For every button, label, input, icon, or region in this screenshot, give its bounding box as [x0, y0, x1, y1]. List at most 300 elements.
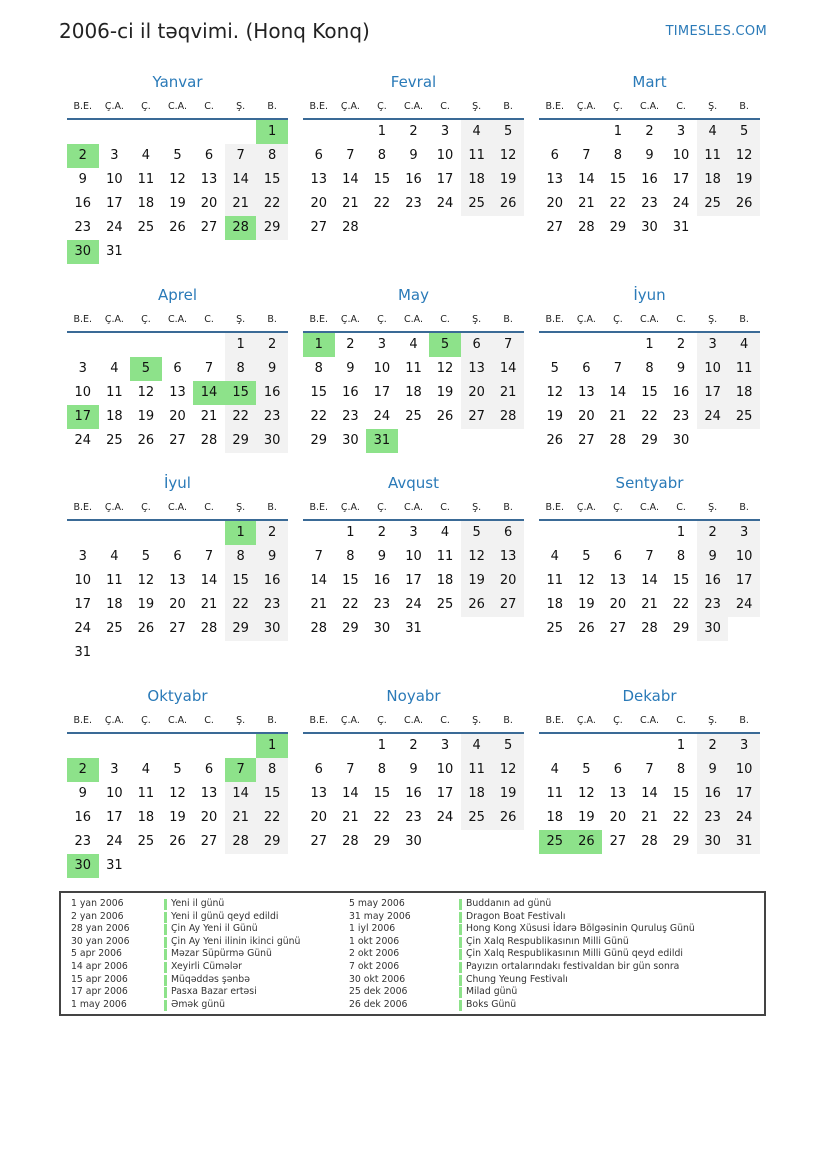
day-cell: 2 [377, 525, 387, 540]
weekday-label: B. [267, 100, 277, 112]
weekday-label: Ç.A. [104, 501, 124, 513]
legend-holiday-marker [164, 912, 167, 923]
month-10 [303, 684, 524, 854]
weekday-label: Ş. [708, 100, 718, 112]
empty-cell [335, 120, 367, 144]
day-cell: 20 [200, 196, 218, 211]
day-cell: 11 [546, 573, 564, 588]
weekday-label: C.A. [639, 501, 659, 513]
holiday-day: 2 [67, 144, 99, 168]
weekday-label: Ç.A. [576, 501, 596, 513]
weekday-label: C.A. [167, 501, 187, 513]
day-cell: 18 [106, 409, 123, 424]
day-cell: 6 [492, 521, 524, 545]
day-cell: 26 [169, 834, 186, 849]
day-cell: 24 [405, 597, 422, 612]
day-cell: 13 [492, 545, 524, 569]
day-cell: 10 [672, 148, 690, 163]
day-cell: 18 [137, 810, 155, 825]
day-cell: 23 [697, 806, 729, 830]
empty-cell [571, 734, 603, 758]
day-cell: 28 [342, 220, 359, 235]
day-cell: 5 [492, 120, 524, 144]
day-cell: 1 [613, 124, 623, 139]
day-cell: 10 [405, 549, 422, 564]
weekday-label: B.E. [309, 714, 329, 726]
day-cell: 18 [436, 573, 454, 588]
month-name: Sentyabr [615, 474, 684, 492]
empty-cell [225, 734, 257, 758]
day-grid [67, 734, 288, 878]
weekday-label: Ş. [236, 100, 246, 112]
empty-cell [634, 734, 666, 758]
day-cell: 28 [200, 621, 218, 636]
day-cell: 20 [492, 569, 524, 593]
empty-cell [571, 333, 603, 357]
day-cell: 12 [169, 172, 186, 187]
day-cell: 9 [645, 148, 654, 163]
weekday-label: C.A. [167, 100, 187, 112]
empty-cell [130, 333, 162, 357]
weekday-label: Ş. [236, 714, 246, 726]
day-cell: 16 [672, 385, 690, 400]
day-cell: 22 [310, 409, 328, 424]
day-cell: 22 [609, 196, 627, 211]
day-cell: 2 [256, 521, 288, 545]
legend-holiday-name: Milad günü [466, 986, 518, 998]
day-cell: 14 [225, 168, 257, 192]
legend-date: 17 apr 2006 [71, 986, 128, 998]
weekday-header [539, 307, 760, 333]
day-cell: 17 [728, 782, 760, 806]
day-cell: 30 [697, 617, 729, 641]
legend-holiday-marker [164, 962, 167, 973]
day-cell: 18 [546, 597, 564, 612]
day-cell: 1 [377, 738, 387, 753]
weekday-label: B.E. [73, 501, 93, 513]
month-11 [539, 684, 760, 854]
empty-cell [99, 120, 131, 144]
legend-holiday-marker [459, 975, 462, 986]
day-cell: 7 [346, 148, 355, 163]
day-cell: 20 [609, 810, 627, 825]
day-cell: 25 [436, 597, 454, 612]
weekday-label: Ç.A. [104, 313, 124, 325]
weekday-label: Ç. [613, 714, 623, 726]
day-cell: 27 [492, 593, 524, 617]
day-cell: 6 [314, 762, 323, 777]
day-cell: 8 [314, 361, 323, 376]
day-cell: 8 [256, 144, 288, 168]
month-name: İyul [164, 474, 191, 492]
weekday-label: Ç. [377, 100, 387, 112]
day-cell: 5 [728, 120, 760, 144]
day-cell: 27 [546, 220, 564, 235]
day-cell: 16 [256, 381, 288, 405]
day-cell: 25 [697, 192, 729, 216]
holiday-day: 30 [67, 854, 99, 878]
legend-holiday-marker [164, 924, 167, 935]
day-cell: 20 [200, 810, 218, 825]
legend-holiday-marker [164, 899, 167, 910]
day-cell: 18 [728, 381, 760, 405]
day-cell: 29 [609, 220, 627, 235]
weekday-label: Ş. [472, 501, 482, 513]
legend-holiday-name: Müqəddəs şənbə [171, 973, 250, 985]
day-cell: 1 [676, 525, 686, 540]
day-cell: 17 [436, 172, 454, 187]
empty-cell [539, 734, 571, 758]
day-cell: 23 [405, 196, 422, 211]
day-cell: 1 [377, 124, 387, 139]
day-cell: 26 [492, 806, 524, 830]
weekday-label: Ç. [613, 313, 623, 325]
day-cell: 3 [409, 525, 418, 540]
day-cell: 5 [173, 762, 182, 777]
month-name: Noyabr [386, 687, 441, 705]
day-cell: 19 [578, 810, 595, 825]
day-cell: 26 [578, 621, 595, 636]
weekday-label: C. [440, 501, 450, 513]
empty-cell [193, 120, 225, 144]
weekday-label: C. [676, 100, 686, 112]
empty-cell [67, 734, 99, 758]
empty-cell [303, 734, 335, 758]
weekday-label: Ç.A. [340, 100, 360, 112]
day-cell: 21 [342, 810, 359, 825]
day-cell: 9 [256, 357, 288, 381]
legend-holiday-marker [459, 899, 462, 910]
day-cell: 21 [609, 409, 627, 424]
weekday-label: C.A. [403, 501, 423, 513]
day-cell: 11 [697, 144, 729, 168]
day-grid [303, 734, 524, 854]
day-cell: 21 [200, 597, 218, 612]
legend-holiday-marker [459, 962, 462, 973]
empty-cell [99, 521, 131, 545]
day-cell: 30 [256, 429, 288, 453]
day-cell: 7 [613, 361, 623, 376]
legend-holiday-name: Payızın ortalarındakı festivaldan bir gün sonra [466, 960, 680, 972]
day-cell: 21 [492, 381, 524, 405]
weekday-label: Ş. [708, 714, 718, 726]
weekday-label: Ş. [472, 313, 482, 325]
day-cell: 22 [256, 806, 288, 830]
day-cell: 9 [697, 545, 729, 569]
legend-holiday-marker [459, 937, 462, 948]
day-grid [303, 333, 524, 453]
day-cell: 9 [346, 361, 355, 376]
day-cell: 21 [641, 810, 658, 825]
empty-cell [303, 120, 335, 144]
day-grid [539, 734, 760, 854]
day-cell: 18 [106, 597, 123, 612]
month-3 [67, 283, 288, 453]
weekday-label: C. [204, 313, 214, 325]
day-cell: 12 [137, 573, 155, 588]
day-cell: 30 [373, 621, 391, 636]
day-cell: 31 [106, 244, 123, 259]
day-cell: 8 [645, 361, 654, 376]
weekday-label: Ç. [141, 313, 151, 325]
day-cell: 6 [314, 148, 323, 163]
day-cell: 18 [137, 196, 155, 211]
day-cell: 20 [609, 597, 627, 612]
day-cell: 29 [225, 617, 257, 641]
day-cell: 1 [676, 738, 686, 753]
day-cell: 2 [645, 124, 654, 139]
weekday-label: Ç.A. [340, 313, 360, 325]
empty-cell [539, 120, 571, 144]
day-cell: 31 [672, 220, 690, 235]
day-cell: 23 [641, 196, 658, 211]
day-grid [539, 333, 760, 453]
day-cell: 3 [676, 124, 686, 139]
legend-holiday-marker [164, 1000, 167, 1011]
day-cell: 7 [346, 762, 355, 777]
day-cell: 27 [310, 834, 328, 849]
day-cell: 20 [310, 810, 328, 825]
day-cell: 29 [342, 621, 359, 636]
weekday-header [539, 94, 760, 120]
legend-row [61, 974, 764, 987]
legend-holiday-name: Çin Xalq Respublikasının Milli Günü qeyd edildi [466, 948, 683, 960]
legend-date: 1 iyl 2006 [349, 923, 396, 935]
day-cell: 29 [225, 429, 257, 453]
day-cell: 20 [169, 409, 186, 424]
day-cell: 27 [609, 834, 627, 849]
day-cell: 18 [697, 168, 729, 192]
brand-link[interactable]: TIMESLES.COM [665, 24, 767, 39]
day-cell: 22 [373, 196, 391, 211]
day-cell: 7 [314, 549, 323, 564]
weekday-label: C. [440, 313, 450, 325]
holiday-day: 2 [67, 758, 99, 782]
weekday-label: B.E. [545, 313, 565, 325]
legend-date: 2 okt 2006 [349, 948, 400, 960]
weekday-label: B. [739, 501, 749, 513]
day-cell: 21 [310, 597, 328, 612]
day-cell: 28 [641, 834, 658, 849]
weekday-label: Ş. [472, 100, 482, 112]
day-cell: 22 [672, 810, 690, 825]
day-cell: 15 [373, 172, 391, 187]
holiday-day: 17 [67, 405, 99, 429]
weekday-header [67, 495, 288, 521]
day-cell: 4 [697, 120, 729, 144]
day-cell: 8 [676, 549, 686, 564]
weekday-label: Ş. [708, 313, 718, 325]
weekday-header [539, 708, 760, 734]
day-cell: 24 [672, 196, 690, 211]
day-cell: 2 [697, 521, 729, 545]
day-cell: 13 [609, 786, 627, 801]
day-cell: 5 [461, 521, 493, 545]
day-cell: 18 [461, 782, 493, 806]
day-cell: 12 [461, 545, 493, 569]
day-cell: 15 [672, 573, 690, 588]
legend-holiday-marker [164, 949, 167, 960]
day-cell: 12 [492, 144, 524, 168]
day-cell: 25 [461, 806, 493, 830]
legend-holiday-name: Çin Ay Yeni il Günü [171, 923, 258, 935]
weekday-label: C.A. [639, 100, 659, 112]
day-cell: 13 [546, 172, 564, 187]
empty-cell [162, 521, 194, 545]
day-cell: 19 [461, 569, 493, 593]
day-cell: 4 [550, 762, 559, 777]
day-cell: 13 [609, 573, 627, 588]
weekday-label: C.A. [403, 313, 423, 325]
month-7 [303, 471, 524, 641]
day-cell: 17 [106, 810, 123, 825]
legend-row [61, 898, 764, 911]
weekday-label: Ş. [236, 501, 246, 513]
day-cell: 6 [173, 549, 182, 564]
empty-cell [193, 333, 225, 357]
month-9 [67, 684, 288, 878]
day-cell: 14 [310, 573, 328, 588]
empty-cell [571, 521, 603, 545]
day-cell: 3 [78, 361, 87, 376]
day-cell: 5 [582, 762, 591, 777]
day-cell: 24 [728, 593, 760, 617]
day-cell: 25 [461, 192, 493, 216]
weekday-label: C. [204, 100, 214, 112]
day-cell: 28 [492, 405, 524, 429]
day-cell: 11 [405, 361, 422, 376]
legend-date: 1 yan 2006 [71, 898, 124, 909]
legend-date: 30 okt 2006 [349, 973, 406, 985]
legend-date: 14 apr 2006 [71, 960, 128, 972]
weekday-label: Ç. [141, 100, 151, 112]
day-cell: 4 [461, 734, 493, 758]
day-cell: 3 [110, 148, 119, 163]
empty-cell [539, 333, 571, 357]
day-cell: 2 [346, 337, 355, 352]
day-cell: 9 [409, 762, 418, 777]
day-cell: 23 [74, 220, 92, 235]
weekday-header [67, 708, 288, 734]
day-cell: 8 [346, 549, 355, 564]
day-cell: 25 [728, 405, 760, 429]
day-cell: 16 [74, 196, 92, 211]
month-6 [67, 471, 288, 665]
day-cell: 19 [169, 810, 186, 825]
holiday-day: 1 [303, 333, 335, 357]
day-cell: 21 [225, 806, 257, 830]
day-cell: 4 [110, 549, 119, 564]
weekday-label: B.E. [73, 100, 93, 112]
day-cell: 9 [697, 758, 729, 782]
legend-holiday-name: Çin Ay Yeni ilinin ikinci günü [171, 935, 301, 947]
day-cell: 11 [728, 357, 760, 381]
day-cell: 26 [137, 621, 155, 636]
empty-cell [193, 734, 225, 758]
day-cell: 5 [582, 549, 591, 564]
day-cell: 28 [342, 834, 359, 849]
day-cell: 31 [106, 858, 123, 873]
day-cell: 14 [225, 782, 257, 806]
legend-holiday-marker [459, 1000, 462, 1011]
day-cell: 6 [204, 762, 214, 777]
day-cell: 30 [641, 220, 658, 235]
day-cell: 23 [74, 834, 92, 849]
day-cell: 26 [728, 192, 760, 216]
legend-date: 5 may 2006 [349, 898, 405, 909]
weekday-label: Ç. [377, 313, 387, 325]
legend-holiday-marker [459, 987, 462, 998]
day-cell: 29 [672, 621, 690, 636]
day-cell: 16 [697, 782, 729, 806]
day-cell: 28 [641, 621, 658, 636]
day-cell: 8 [256, 758, 288, 782]
day-cell: 9 [676, 361, 686, 376]
weekday-header [303, 708, 524, 734]
day-cell: 10 [436, 762, 454, 777]
day-cell: 17 [74, 597, 92, 612]
month-4 [303, 283, 524, 453]
weekday-header [303, 495, 524, 521]
day-cell: 24 [436, 810, 454, 825]
day-cell: 2 [676, 337, 686, 352]
weekday-label: B. [503, 313, 513, 325]
day-cell: 15 [310, 385, 328, 400]
day-cell: 26 [137, 433, 155, 448]
day-cell: 2 [697, 734, 729, 758]
day-cell: 23 [697, 593, 729, 617]
day-cell: 17 [405, 573, 422, 588]
day-cell: 6 [173, 361, 182, 376]
day-cell: 4 [141, 762, 151, 777]
day-cell: 24 [74, 433, 92, 448]
month-name: Aprel [157, 286, 198, 304]
empty-cell [99, 333, 131, 357]
day-cell: 7 [582, 148, 591, 163]
weekday-label: C.A. [639, 714, 659, 726]
day-cell: 26 [169, 220, 186, 235]
legend-holiday-marker [164, 987, 167, 998]
day-cell: 12 [728, 144, 760, 168]
weekday-label: B.E. [73, 313, 93, 325]
day-cell: 27 [310, 220, 328, 235]
day-grid [67, 333, 288, 453]
weekday-label: B.E. [309, 501, 329, 513]
weekday-label: C.A. [167, 313, 187, 325]
legend-holiday-name: Chung Yeung Festivalı [466, 973, 568, 985]
legend-holiday-name: Çin Xalq Respublikasının Milli Günü [466, 935, 629, 947]
empty-cell [571, 120, 603, 144]
day-cell: 10 [697, 357, 729, 381]
legend-row [61, 961, 764, 974]
day-cell: 23 [405, 810, 422, 825]
legend-date: 28 yan 2006 [71, 923, 130, 935]
day-cell: 1 [346, 525, 355, 540]
day-cell: 17 [436, 786, 454, 801]
day-cell: 23 [672, 409, 690, 424]
day-cell: 13 [578, 385, 595, 400]
day-cell: 4 [110, 361, 119, 376]
day-cell: 16 [405, 172, 422, 187]
weekday-label: Ş. [708, 501, 718, 513]
day-cell: 21 [225, 192, 257, 216]
day-cell: 14 [641, 573, 658, 588]
weekday-header [539, 495, 760, 521]
day-cell: 29 [641, 433, 658, 448]
day-cell: 7 [225, 144, 257, 168]
empty-cell [225, 120, 257, 144]
weekday-label: B.E. [73, 714, 93, 726]
